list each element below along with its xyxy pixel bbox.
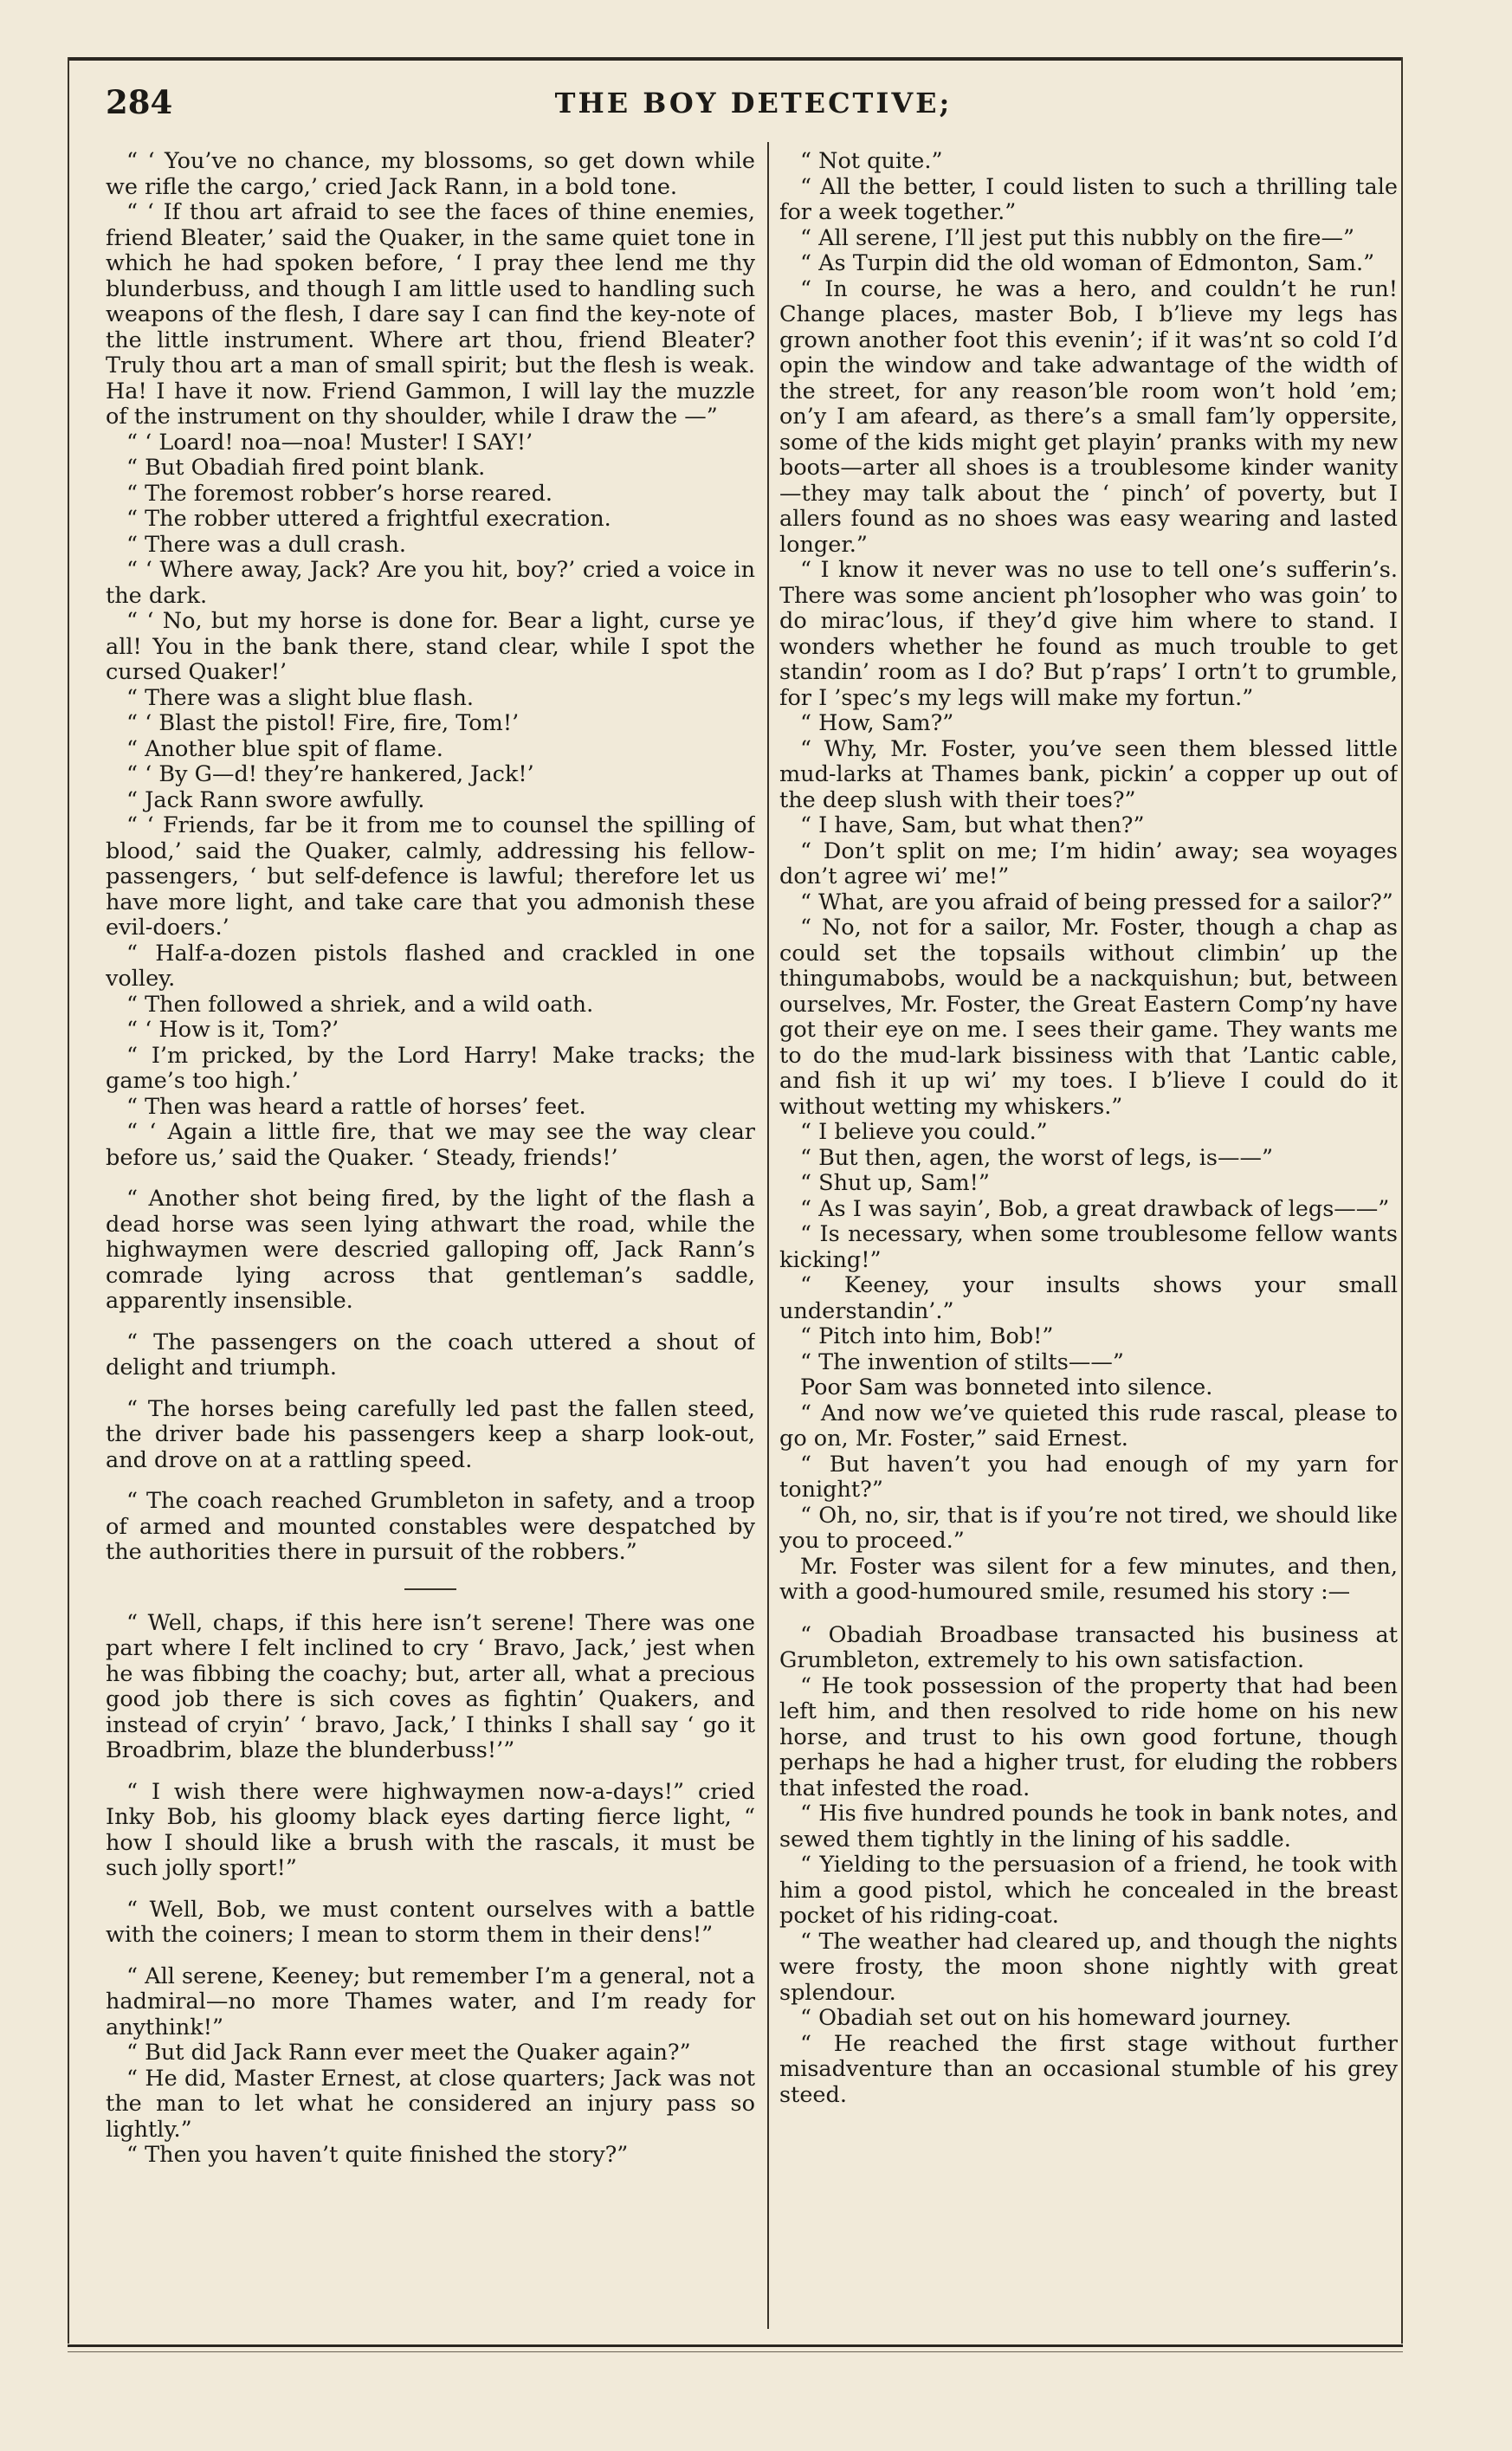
paragraph: “ There was a slight blue flash. — [126, 684, 475, 711]
paragraph: “ In course, he was a hero, and couldn’t he run! Change places, master Bob, I b’lieve my legs has grown another foot this evenin’; if it was’nt so cold I’d opin the window and take adwantage of the width of the street, for any reason’ble room won’t hold ’em; on’y I am afeard, as there’s a small fam’ly oppersite, some of the kids might get playin’ pranks with my new boots—arter all shoes is a troublesome kinder wanity—they may talk about the ‘ pinch’ of poverty, but I allers found as no shoes was easy wearing and lasted longer.” — [779, 275, 1398, 558]
paragraph: “ ‘ Again a little fire, that we may see the way clear before us,’ said the Quaker. ‘ Steady, friends!’ — [106, 1119, 755, 1171]
right-border-rule — [1401, 57, 1403, 2344]
page-header — [106, 83, 1401, 135]
paragraph: “ The inwention of stilts——” — [800, 1348, 1124, 1375]
paragraph: “ Then followed a shriek, and a wild oath. — [126, 991, 594, 1018]
paragraph: Mr. Foster was silent for a few minutes, and then, with a good-humoured smile, resumed his story :— — [779, 1553, 1398, 1605]
bottom-rule-thin — [68, 2351, 1403, 2352]
paragraph: “ Jack Rann swore awfully. — [126, 786, 425, 813]
paragraph: “ And now we’ve quieted this rude rascal, please to go on, Mr. Foster,” said Ernest. — [779, 1400, 1398, 1452]
paragraph: “ I’m pricked, by the Lord Harry! Make tracks; the game’s too high.’ — [106, 1042, 755, 1094]
paragraph: “ Shut up, Sam!” — [800, 1170, 990, 1196]
paragraph: “ He did, Master Ernest, at close quarters; Jack was not the man to let what he considered an injury pass so lightly.” — [106, 2065, 755, 2143]
paragraph: “ The foremost robber’s horse reared. — [126, 480, 553, 507]
paragraph: “ What, are you afraid of being pressed for a sailor?” — [800, 889, 1393, 915]
paragraph: “ Why, Mr. Foster, you’ve seen them blessed little mud-larks at Thames bank, pickin’ a copper up out of the deep slush with their toes?” — [779, 735, 1398, 813]
paragraph: “ All serene, Keeney; but remember I’m a general, not a hadmiral—no more Thames water, and I’m ready for anythink!” — [106, 1963, 755, 2040]
paragraph: “ The horses being carefully led past the fallen steed, the driver bade his passengers keep a sharp look-out, and drove on at a rattling speed. — [106, 1395, 755, 1473]
paragraph: “ I believe you could.” — [800, 1119, 1048, 1145]
bottom-rule — [68, 2344, 1403, 2347]
paragraph: “ ‘ Blast the pistol! Fire, fire, Tom!’ — [126, 710, 520, 736]
paragraph: “ ‘ No, but my horse is done for. Bear a light, curse ye all! You in the bank there, stand clear, while I spot the cursed Quaker!’ — [106, 608, 755, 685]
paragraph: “ Another blue spit of flame. — [126, 735, 443, 762]
paragraph: “ Well, Bob, we must content ourselves with a battle with the coiners; I mean to storm them in their dens!” — [106, 1896, 755, 1948]
paragraph: “ Obadiah Broadbase transacted his business at Grumbleton, extremely to his own satisfaction. — [779, 1621, 1398, 1673]
paragraph: “ But haven’t you had enough of my yarn for tonight?” — [779, 1451, 1398, 1503]
left-column — [106, 149, 755, 2327]
paragraph: “ ‘ How is it, Tom?’ — [126, 1017, 339, 1043]
paragraph: “ As I was sayin’, Bob, a great drawback of legs——” — [800, 1195, 1390, 1222]
paragraph: “ I have, Sam, but what then?” — [800, 812, 1145, 838]
paragraph: “ The coach reached Grumbleton in safety, and a troop of armed and mounted constables were despatched by the authorities there in pursuit of the robbers.” — [106, 1488, 755, 1565]
paragraph: “ All serene, I’ll jest put this nubbly on the fire—” — [800, 224, 1355, 251]
page — [68, 45, 1406, 2349]
paragraph: “ ‘ By G—d! they’re hankered, Jack!’ — [126, 761, 534, 787]
paragraph: “ Keeney, your insults shows your small understandin’.” — [779, 1272, 1398, 1324]
paragraph: “ Then was heard a rattle of horses’ feet. — [126, 1093, 586, 1120]
paragraph: “ The passengers on the coach uttered a shout of delight and triumph. — [106, 1329, 755, 1381]
paragraph: “ Half-a-dozen pistols flashed and crackled in one volley. — [106, 940, 755, 992]
paragraph: “ Another shot being fired, by the light of the flash a dead horse was seen lying athwart the road, while the highwaymen were descried galloping off, Jack Rann’s comrade lying across that gentleman’s saddle, apparently insensible. — [106, 1186, 755, 1314]
paragraph: “ No, not for a sailor, Mr. Foster, though a chap as could set the topsails without climbin’ up the thingumabobs, would be a nackquishun; but, between ourselves, Mr. Foster, the Great Eastern Comp’ny have got their eye on me. I sees their game. They wants me to do the mud-lark bissiness with that ’Lantic cable, and fish it up wi’ my toes. I b’lieve I could do it without wetting my whiskers.” — [779, 915, 1398, 1120]
paragraph: “ Obadiah set out on his homeward journey. — [800, 2005, 1292, 2031]
paragraph: “ Pitch into him, Bob!” — [800, 1323, 1054, 1349]
paragraph: “ But then, agen, the worst of legs, is——” — [800, 1144, 1274, 1171]
paragraph: “ His five hundred pounds he took in bank notes, and sewed them tightly in the lining of his saddle. — [779, 1801, 1398, 1853]
paragraph: “ ‘ Where away, Jack? Are you hit, boy?’ cried a voice in the dark. — [106, 557, 755, 609]
paragraph: “ ‘ Friends, far be it from me to counsel the spilling of blood,’ said the Quaker, calmly, addressing his fellow-passengers, ‘ but self-defence is lawful; therefore let us have more light, and take care that you admonish these evil-doers.’ — [106, 812, 755, 941]
paragraph: “ But did Jack Rann ever meet the Quaker again?” — [126, 2040, 691, 2066]
column-divider — [767, 142, 769, 2329]
paragraph: “ ‘ You’ve no chance, my blossoms, so get down while we rifle the cargo,’ cried Jack Rann, in a bold tone. — [106, 149, 755, 200]
left-border-rule — [68, 57, 69, 2344]
paragraph: “ How, Sam?” — [800, 710, 954, 736]
paragraph: “ Yielding to the persuasion of a friend, he took with him a good pistol, which he concealed in the breast pocket of his riding-coat. — [779, 1852, 1398, 1929]
paragraph: “ Not quite.” — [800, 149, 943, 174]
paragraph: “ Well, chaps, if this here isn’t serene! There was one part where I felt inclined to cry ‘ Bravo, Jack,’ jest when he was fibbing the coachy; but, arter all, what a precious good job there is sich coves as fightin’ Quakers, and instead of cryin’ ‘ bravo, Jack,’ I thinks I shall say ‘ go it Broadbrim, blaze the blunderbuss!’” — [106, 1609, 755, 1763]
paragraph: “ He took possession of the property that had been left him, and then resolved to ride home on his new horse, and trust to his own good fortune, though perhaps he had a higher trust, for eluding the robbers that infested the road. — [779, 1672, 1398, 1801]
paragraph: “ ‘ Loard! noa—noa! Muster! I SAY!’ — [126, 429, 533, 456]
paragraph: “ Don’t split on me; I’m hidin’ away; sea woyages don’t agree wi’ me!” — [779, 837, 1398, 889]
running-title: THE BOY DETECTIVE; — [554, 87, 953, 120]
paragraph: “ But Obadiah fired point blank. — [126, 455, 486, 481]
paragraph: “ He reached the first stage without further misadventure than an occasional stumble of his grey steed. — [779, 2030, 1398, 2108]
right-column — [779, 149, 1398, 2327]
section-divider — [404, 1588, 456, 1590]
page-number: 284 — [106, 83, 173, 121]
paragraph: “ Then you haven’t quite finished the story?” — [126, 2142, 629, 2168]
top-rule — [68, 57, 1401, 61]
paragraph: “ The robber uttered a frightful execration. — [126, 506, 611, 532]
paragraph: “ ‘ If thou art afraid to see the faces of thine enemies, friend Bleater,’ said the Quaker, in the same quiet tone in which he had spoken before, ‘ I pray thee lend me thy blunderbuss, and though I am little used to handling such weapons of the flesh, I dare say I can find the key-note of the little instrument. Where art thou, friend Bleater? Truly thou art a man of small spirit; but the flesh is weak. Ha! I have it now. Friend Gammon, I will lay the muzzle of the instrument on thy shoulder, while I draw the —” — [106, 199, 755, 430]
paragraph: “ Oh, no, sir, that is if you’re not tired, we should like you to proceed.” — [779, 1502, 1398, 1554]
paragraph: Poor Sam was bonneted into silence. — [800, 1374, 1213, 1400]
paragraph: “ As Turpin did the old woman of Edmonton, Sam.” — [800, 250, 1375, 276]
paragraph: “ All the better, I could listen to such a thrilling tale for a week together.” — [779, 173, 1398, 225]
paragraph: “ I know it never was no use to tell one’s sufferin’s. There was some ancient ph’losopher who was goin’ to do mirac’lous, if they’d give him where to stand. I wonders whether he found as much trouble to get standin’ room as I do? But p’raps’ I ortn’t to grumble, for I ’spec’s my legs will make my fortun.” — [779, 557, 1398, 711]
paragraph: “ There was a dull crash. — [126, 531, 407, 558]
paragraph: “ Is necessary, when some troublesome fellow wants kicking!” — [779, 1221, 1398, 1273]
paragraph: “ The weather had cleared up, and though the nights were frosty, the moon shone nightly with great splendour. — [779, 1928, 1398, 2006]
paragraph: “ I wish there were highwaymen now-a-days!” cried Inky Bob, his gloomy black eyes darting fierce light, “ how I should like a brush with the rascals, it must be such jolly sport!” — [106, 1778, 755, 1881]
